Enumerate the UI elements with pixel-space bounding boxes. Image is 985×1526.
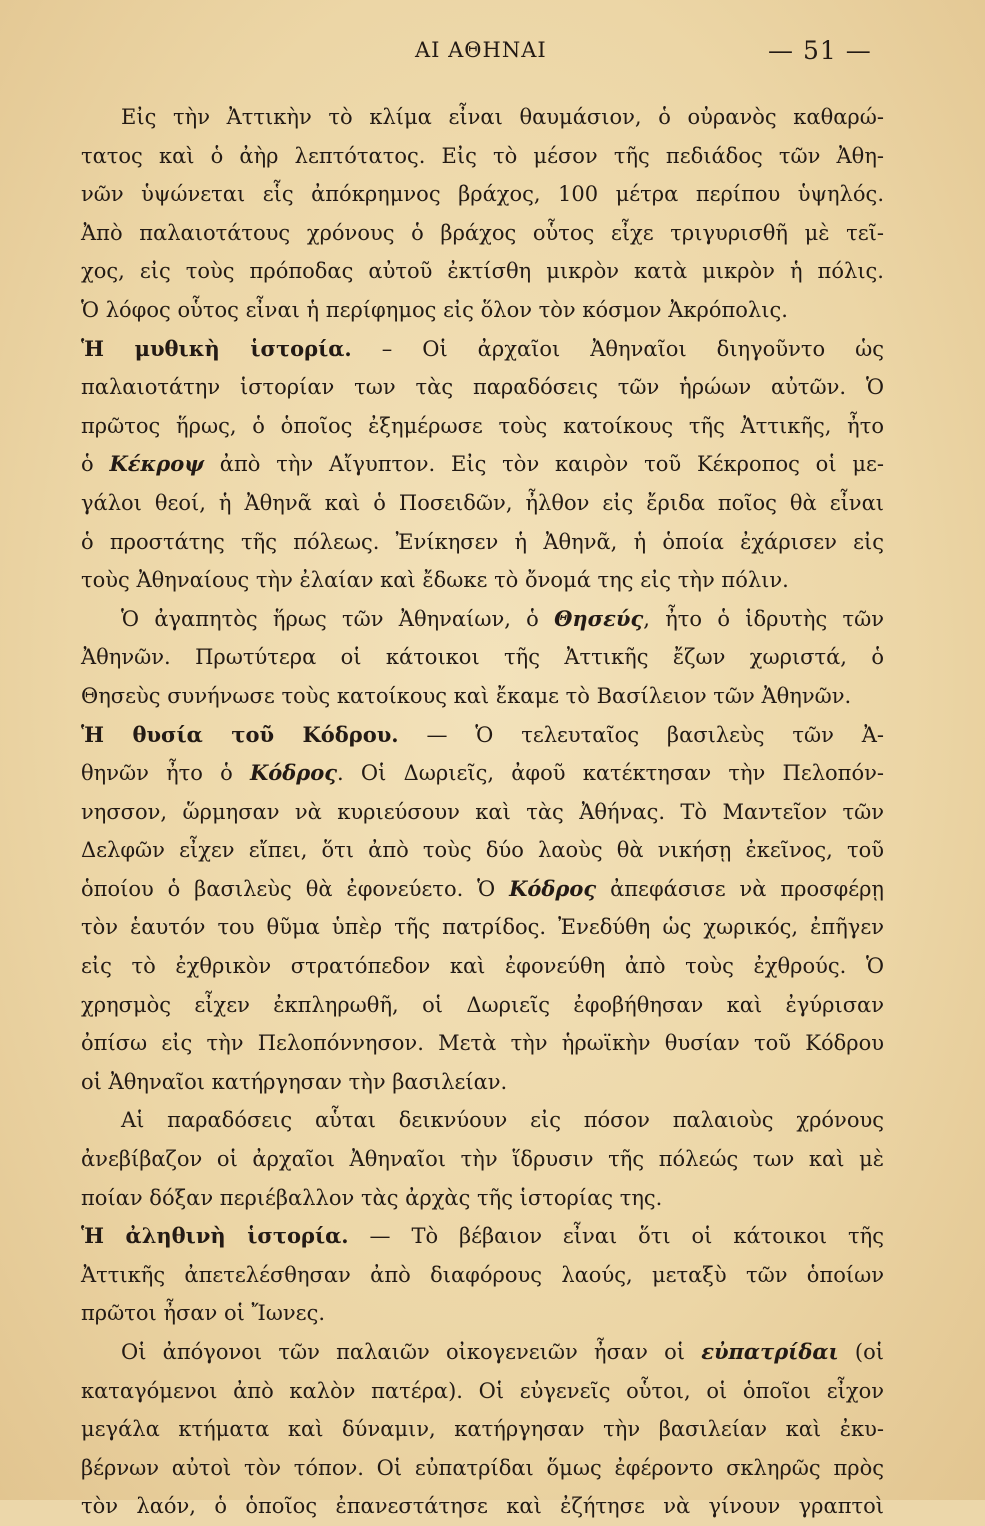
text-run: — Ὁ τελευταῖος βασιλεὺς τῶν Ἀ- [398,722,884,747]
text-line: Θησεὺς συνήνωσε τοὺς κατοίκους καὶ ἔκαμε τὸ Βασίλειον τῶν Ἀθηνῶν. [81,683,852,708]
text-line: καταγόμενοι ἀπὸ καλὸν πατέρα). Οἱ εὐγενεῖς οὗτοι, οἱ ὁποῖοι εἶχον [81,1378,884,1403]
text-run: ἀπεφάσισε νὰ προσφέρῃ [596,876,885,901]
text-run: ἀπὸ τὴν Αἴγυπτον. Εἰς τὸν καιρὸν τοῦ Κέκροπος οἱ με- [203,452,884,477]
text-line: παλαιοτάτην ἱστορίαν των τὰς παραδόσεις τῶν ἡρώων αὐτῶν. Ὁ [81,375,884,400]
text-line [81,330,884,369]
text-line: ὁ προστάτης τῆς πόλεως. Ἐνίκησεν ἡ Ἀθηνᾶ, ἡ ὁποία ἐχάρισεν εἰς [81,529,884,554]
emphasized-term: εὐπατρίδαι [701,1339,839,1364]
text-line: Ἀπὸ παλαιοτάτους χρόνους ὁ βράχος οὗτος εἶχε τριγυρισθῆ μὲ τεῖ- [81,220,884,245]
body-text [81,98,884,1526]
text-line: ἀνεβίβαζον οἱ ἀρχαῖοι Ἀθηναῖοι τὴν ἵδρυσιν τῆς πόλεώς των καὶ μὲ [81,1147,884,1172]
text-run: — Τὸ βέβαιον εἶναι ὅτι οἱ κάτοικοι τῆς [348,1224,884,1249]
text-line [81,870,884,909]
text-line [81,1333,884,1372]
emphasized-name: Κόδρος [509,875,597,901]
text-line: πρῶτος ἥρως, ὁ ὁποῖος ἐξημέρωσε τοὺς κατοίκους τῆς Ἀττικῆς, ἦτο [81,413,884,438]
text-line: Αἱ παραδόσεις αὗται δεικνύουν εἰς πόσον παλαιοὺς χρόνους [121,1108,884,1133]
text-line: χρησμὸς εἶχεν ἐκπληρωθῆ, οἱ Δωριεῖς ἐφοβήθησαν καὶ ἐγύρισαν [81,992,884,1017]
text-line: Εἰς τὴν Ἀττικὴν τὸ κλίμα εἶναι θαυμάσιον, ὁ οὐρανὸς καθαρώ- [121,105,884,129]
text-line: ποίαν δόξαν περιέβαλλον τὰς ἀρχὰς τῆς ἱστορίας της. [81,1185,663,1210]
section-heading: Ἡ θυσία τοῦ Κόδρου. [81,721,399,747]
text-line: τὸν λαόν, ὁ ὁποῖος ἐπανεστάτησε καὶ ἐζήτησε νὰ γίνουν γραπτοὶ [81,1494,884,1519]
chapter-title: ΑΙ ΑΘΗΝΑΙ [415,38,547,62]
text-run: ὁ [81,452,110,477]
text-line: Ὁ λόφος οὗτος εἶναι ἡ περίφημος εἰς ὅλον τὸν κόσμον Ἀκρόπολις. [81,297,788,322]
text-run: ὁποίου ὁ βασιλεὺς θὰ ἐφονεύετο. Ὁ [81,876,510,901]
text-run: Οἱ ἀπόγονοι τῶν παλαιῶν οἰκογενειῶν ἦσαν οἱ [121,1340,702,1364]
text-run: . Οἱ Δωριεῖς, ἀφοῦ κατέκτησαν τὴν Πελοπόν- [337,761,884,786]
text-line: βέρνων αὐτοὶ τὸν τόπον. Οἱ εὐπατρίδαι ὅμως ἐφέροντο σκληρῶς πρὸς [81,1455,884,1480]
emphasized-name: Θησεύς [554,605,644,631]
text-run: – Οἱ ἀρχαῖοι Ἀθηναῖοι διηγοῦντο ὡς [351,336,884,361]
text-run: θηνῶν ἦτο ὁ [81,761,251,786]
text-line: μεγάλα κτήματα καὶ δύναμιν, κατήργησαν τὴν βασιλείαν καὶ ἐκυ- [81,1417,884,1442]
text-line: οἱ Ἀθηναῖοι κατήργησαν τὴν βασιλείαν. [81,1069,508,1094]
text-line [81,600,884,639]
emphasized-name: Κόδρος [250,760,338,786]
text-run: , ἦτο ὁ ἱδρυτὴς τῶν [643,606,884,631]
text-line: Ἀθηνῶν. Πρωτύτερα οἱ κάτοικοι τῆς Ἀττικῆς ἔζων χωριστά, ὁ [81,645,884,670]
text-line: τὸν ἑαυτόν του θῦμα ὑπὲρ τῆς πατρίδος. Ἐνεδύθη ὡς χωρικός, ἐπῆγεν [81,915,884,940]
text-line: Δελφῶν εἶχεν εἴπει, ὅτι ἀπὸ τοὺς δύο λαοὺς θὰ νικήσῃ ἐκεῖνος, τοῦ [81,838,884,863]
text-line [81,754,884,793]
text-line: Ἀττικῆς ἀπετελέσθησαν ἀπὸ διαφόρους λαούς, μεταξὺ τῶν ὁποίων [81,1262,884,1287]
running-head [0,38,985,68]
text-line: πρῶτοι ἦσαν οἱ Ἴωνες. [81,1301,326,1326]
text-line: νησσον, ὥρμησαν νὰ κυριεύσουν καὶ τὰς Ἀθήνας. Τὸ Μαντεῖον τῶν [81,799,884,824]
text-run: (οἱ [838,1340,884,1364]
text-line: ὀπίσω εἰς τὴν Πελοπόννησον. Μετὰ τὴν ἡρωϊκὴν θυσίαν τοῦ Κόδρου [81,1031,884,1056]
text-line: εἰς τὸ ἐχθρικὸν στρατόπεδον καὶ ἐφονεύθη ἀπὸ τοὺς ἐχθρούς. Ὁ [81,954,884,979]
text-line [81,716,884,755]
text-line: τατος καὶ ὁ ἀὴρ λεπτότατος. Εἰς τὸ μέσον τῆς πεδιάδος τῶν Ἀθη- [81,143,884,168]
text-line: τοὺς Ἀθηναίους τὴν ἐλαίαν καὶ ἔδωκε τὸ ὄνομά της εἰς τὴν πόλιν. [81,568,789,593]
emphasized-name: Κέκροψ [109,451,204,477]
text-line [81,1217,884,1256]
text-line: νῶν ὑψώνεται εἷς ἀπόκρημνος βράχος, 100 μέτρα περίπου ὑψηλός. [81,182,884,207]
section-heading: Ἡ μυθικὴ ἱστορία. [81,335,352,361]
text-line: γάλοι θεοί, ἡ Ἀθηνᾶ καὶ ὁ Ποσειδῶν, ἦλθον εἰς ἔριδα ποῖος θὰ εἶναι [81,490,884,515]
section-heading: Ἡ ἀληθινὴ ἱστορία. [81,1223,349,1249]
page-number: — 51 — [768,36,872,65]
text-line: χος, εἰς τοὺς πρόποδας αὐτοῦ ἐκτίσθη μικρὸν κατὰ μικρὸν ἡ πόλις. [81,259,884,284]
text-line [81,445,884,484]
text-run: Ὁ ἀγαπητὸς ἥρως τῶν Ἀθηναίων, ὁ [121,606,555,631]
